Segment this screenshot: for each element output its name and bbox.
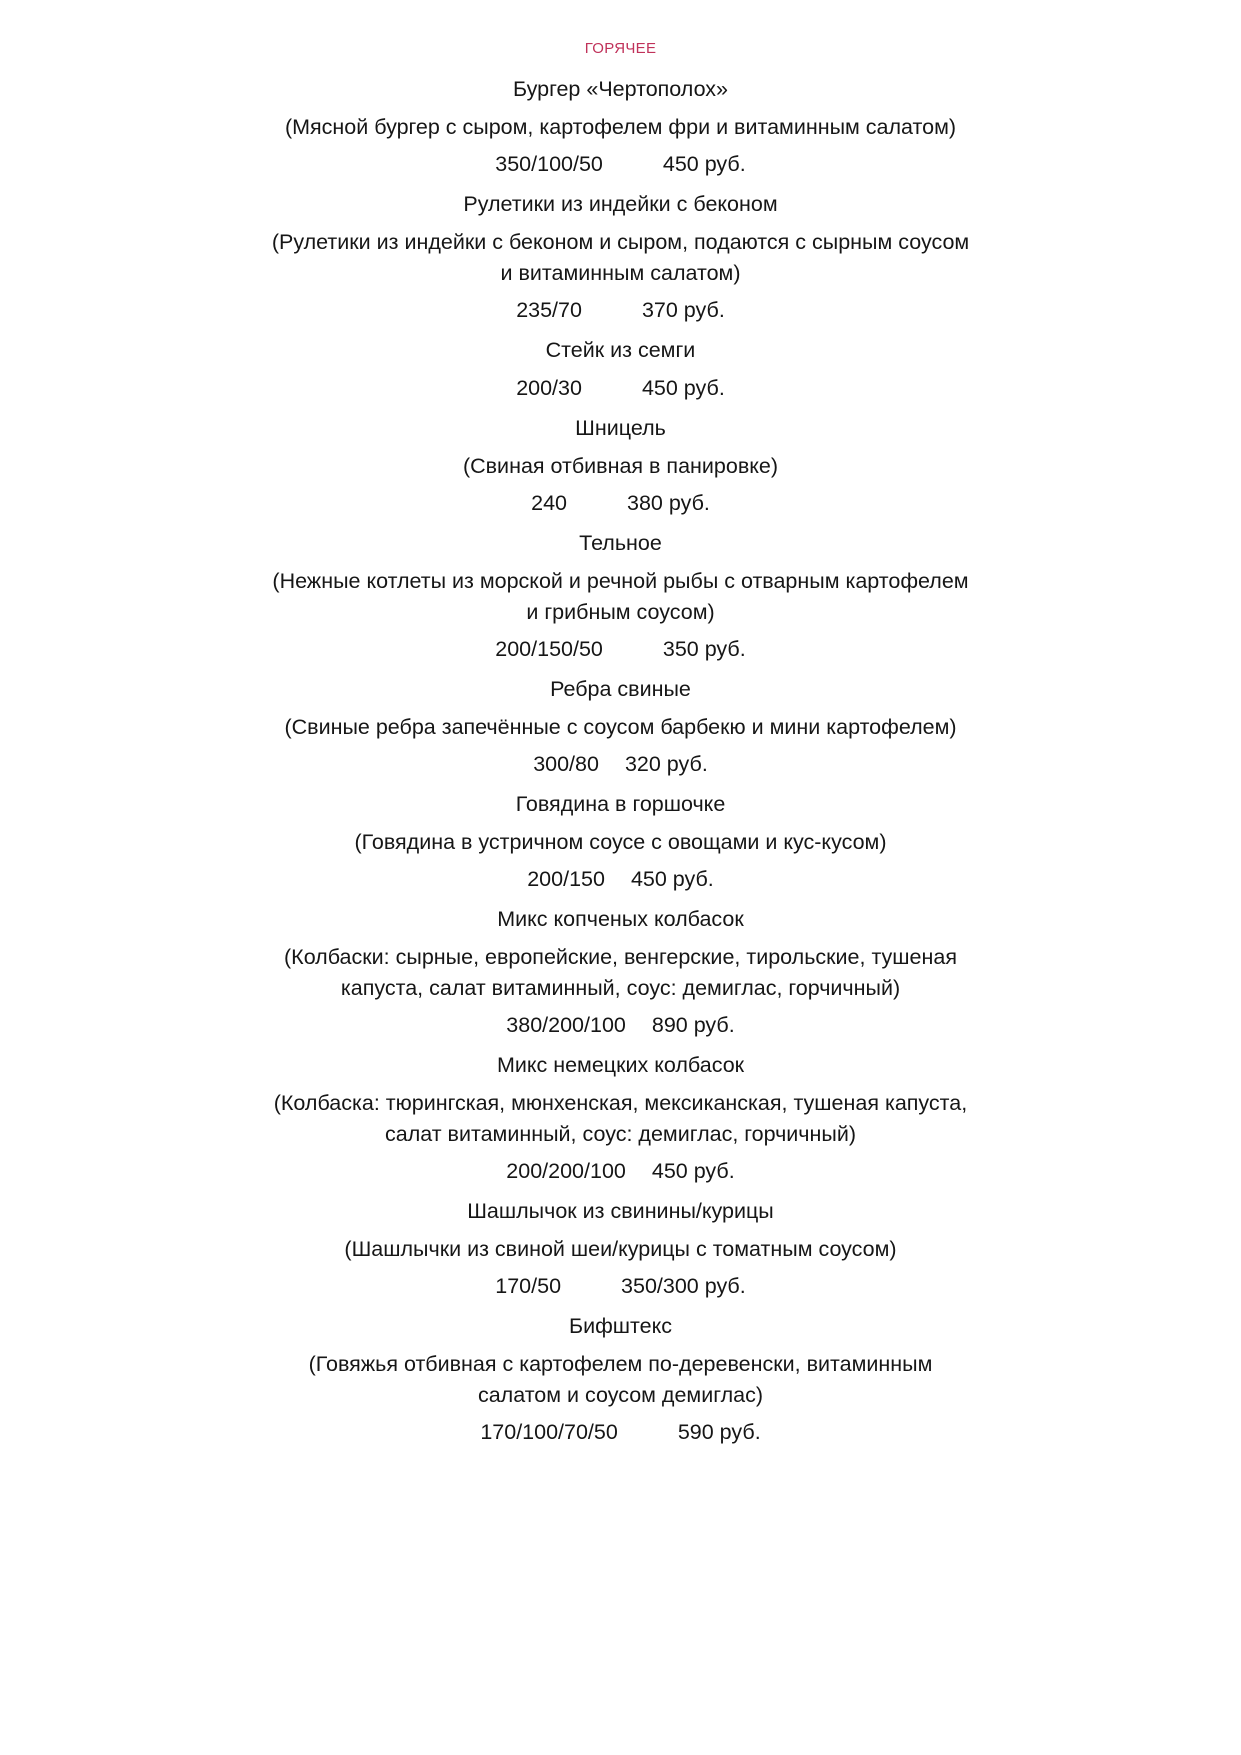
dish-price: 380 руб. [627, 491, 710, 515]
dish-price-line [0, 858, 1241, 894]
dish-price: 450 руб. [630, 867, 714, 891]
dish-price-line [0, 143, 1241, 179]
dish-price: 350 руб. [662, 637, 746, 661]
dish-price: 450 руб. [641, 376, 725, 400]
menu-item-list [0, 64, 1241, 1447]
dish-price-line [0, 1004, 1241, 1040]
dish-weight: 350/100/50 [495, 152, 603, 176]
menu-item [0, 1040, 1241, 1186]
dish-description: (Нежные котлеты из морской и речной рыбы с отварным картофелем и грибным соусом) [272, 569, 969, 624]
menu-item [0, 179, 1241, 325]
dish-weight: 200/30 [516, 376, 582, 400]
menu-item [0, 779, 1241, 894]
dish-description: (Рулетики из индейки с беконом и сыром, подаются с сырным соусом и витаминным салатом) [271, 230, 970, 285]
dish-description: (Свиные ребра запечённые с соусом барбекю и мини картофелем) [284, 715, 957, 739]
dish-price: 890 руб. [651, 1013, 735, 1037]
dish-price: 350/300 руб. [621, 1274, 746, 1298]
dish-description: (Колбаски: сырные, европейские, венгерские, тирольские, тушеная капуста, салат витаминный, соус: демиглас, горчичный) [284, 945, 957, 1000]
menu-item [0, 518, 1241, 664]
dish-name: Рулетики из индейки с беконом [463, 192, 778, 216]
dish-description: (Говядина в устричном соусе с овощами и кус-кусом) [354, 830, 887, 854]
dish-weight: 380/200/100 [506, 1013, 626, 1037]
dish-name: Бифштекс [568, 1314, 673, 1338]
dish-name: Шашлычок из свинины/курицы [467, 1199, 774, 1223]
dish-price: 590 руб. [677, 1420, 761, 1444]
menu-item [0, 64, 1241, 179]
dish-weight: 170/100/70/50 [480, 1420, 618, 1444]
dish-description: (Свиная отбивная в панировке) [462, 454, 779, 478]
dish-name: Микс немецких колбасок [496, 1053, 745, 1077]
dish-price-line [0, 1265, 1241, 1301]
dish-weight: 200/150/50 [495, 637, 603, 661]
dish-weight: 200/150 [527, 867, 605, 891]
dish-weight: 200/200/100 [506, 1159, 626, 1183]
dish-name: Микс копченых колбасок [497, 907, 744, 931]
dish-weight: 300/80 [533, 752, 599, 776]
dish-description: (Колбаска: тюрингская, мюнхенская, мексиканская, тушеная капуста, салат витаминный, соус: демиглас, горчичный) [273, 1091, 968, 1146]
dish-name: Бургер «Чертополох» [513, 77, 728, 101]
menu-item [0, 1186, 1241, 1301]
dish-price-line [0, 628, 1241, 664]
dish-description: (Мясной бургер с сыром, картофелем фри и витаминным салатом) [284, 115, 957, 139]
dish-price-line [0, 1150, 1241, 1186]
menu-item [0, 664, 1241, 779]
dish-price: 370 руб. [641, 298, 725, 322]
section-heading-hot-dishes: ГОРЯЧЕЕ [584, 40, 657, 57]
dish-price: 320 руб. [624, 752, 708, 776]
menu-item [0, 894, 1241, 1040]
dish-name: Шницель [575, 416, 666, 440]
dish-name: Стейк из семги [545, 338, 696, 362]
dish-price-line [0, 1411, 1241, 1447]
dish-price-line [0, 482, 1241, 518]
dish-weight: 170/50 [495, 1274, 562, 1298]
menu-item [0, 325, 1241, 403]
dish-description: (Говяжья отбивная с картофелем по-деревенски, витаминным салатом и соусом демиглас) [308, 1352, 933, 1407]
dish-price-line [0, 743, 1241, 779]
dish-price: 450 руб. [662, 152, 746, 176]
dish-description: (Шашлычки из свиной шеи/курицы с томатным соусом) [344, 1237, 897, 1261]
dish-name: Тельное [579, 531, 662, 555]
dish-name: Ребра свиные [550, 677, 691, 701]
dish-price-line [0, 289, 1241, 325]
menu-item [0, 1301, 1241, 1447]
menu-item [0, 403, 1241, 518]
dish-name: Говядина в горшочке [515, 792, 726, 816]
dish-price: 450 руб. [651, 1159, 735, 1183]
dish-weight: 235/70 [516, 298, 582, 322]
dish-weight: 240 [531, 491, 568, 515]
dish-price-line [0, 367, 1241, 403]
